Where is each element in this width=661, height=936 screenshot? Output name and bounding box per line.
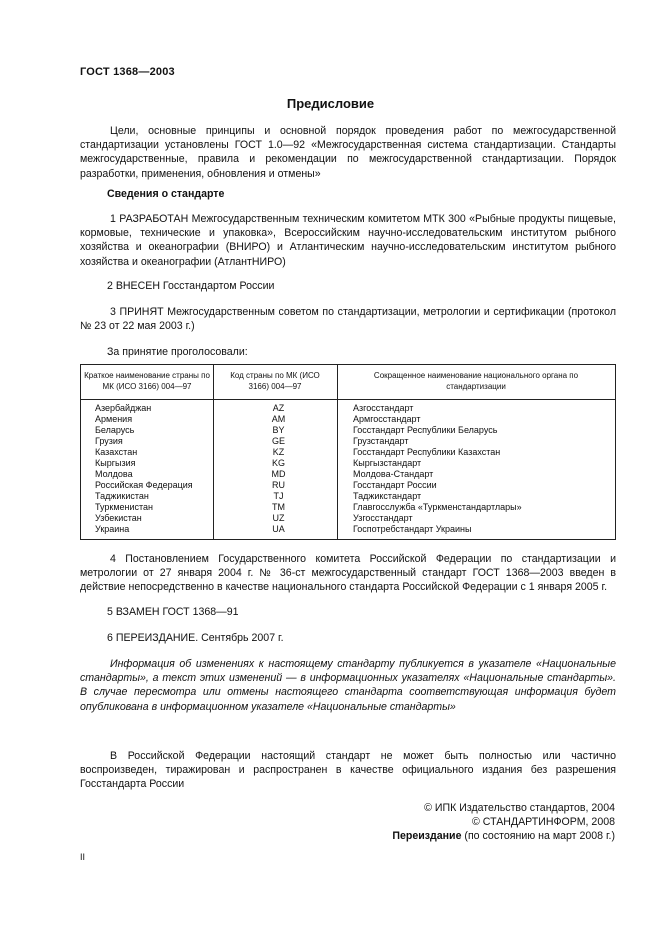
item-introduced: 2 ВНЕСЕН Госстандартом России	[107, 280, 275, 292]
item-decree: 4 Постановлением Государственного комитета Российской Федерации по стандартизации и метрологии от 27 января 2004 г. № 36-ст межгосударственный стандарт ГОСТ 1368—2003 введен в действие непосредственно в качестве национального стандарта Российской Федерации с 1 января 2005 г.	[80, 553, 616, 594]
legal-notice: В Российской Федерации настоящий стандарт не может быть полностью или частично воспроизведен, тиражирован и распространен в качестве официального издания без разрешения Госстандарта России	[80, 750, 616, 791]
copyright-line: © ИПК Издательство стандартов, 2004	[424, 802, 615, 814]
table-row	[81, 502, 615, 513]
column-header-country: Краткое наименование страны по МК (ИСО 3166) 004—97	[84, 371, 210, 391]
item-reissue: 6 ПЕРЕИЗДАНИЕ. Сентябрь 2007 г.	[107, 632, 284, 644]
code-cell: KZ	[272, 447, 285, 457]
country-cell: Таджикистан	[95, 491, 149, 501]
table-row	[81, 524, 615, 535]
item-replaces: 5 ВЗАМЕН ГОСТ 1368—91	[107, 606, 239, 618]
table-body	[81, 403, 615, 535]
reissue-label: Переиздание	[392, 830, 462, 842]
country-cell: Туркменистан	[95, 502, 154, 512]
page-number: II	[80, 852, 86, 862]
agency-cell: Госстандарт России	[353, 480, 437, 490]
country-cell: Кыргызия	[95, 458, 136, 468]
code-cell: RU	[272, 480, 285, 490]
agency-cell: Грузстандарт	[353, 436, 409, 446]
item-developed: 1 РАЗРАБОТАН Межгосударственным техническим комитетом МТК 300 «Рыбные продукты пищевые, кормовые, технические и упаковка», Всероссийским научно-исследовательским институтом рыбного хозяйства и океанографии (ВНИРО) и Атлантическим научно-исследовательским институтом рыбного хозяйства и океанографии (АтлантНИРО)	[80, 213, 616, 268]
voted-label: За принятие проголосовали:	[107, 346, 248, 358]
item-adopted: 3 ПРИНЯТ Межгосударственным советом по стандартизации, метрологии и сертификации (протокол № 23 от 22 мая 2003 г.)	[80, 306, 616, 333]
country-cell: Украина	[95, 524, 130, 534]
agency-cell: Узгосстандарт	[353, 513, 413, 523]
reissue-line	[392, 829, 615, 843]
table-row	[81, 513, 615, 524]
column-header-agency: Сокращенное наименование национального органа по стандартизации	[373, 371, 579, 391]
agency-cell: Таджикстандарт	[353, 491, 422, 501]
table-row	[81, 403, 615, 414]
intro-paragraph: Цели, основные принципы и основной порядок проведения работ по межгосударственной стандартизации установлены ГОСТ 1.0—92 «Межгосударственная система стандартизации. Стандарты межгосударственные, правила и рекомендации по межгосударственной стандартизации. Порядок разработки, применения, обновления и отмены»	[80, 125, 616, 180]
code-cell: AM	[271, 414, 286, 424]
agency-cell: Госстандарт Республики Беларусь	[353, 425, 498, 435]
code-cell: BY	[272, 425, 285, 435]
country-cell: Грузия	[95, 436, 123, 446]
code-cell: UA	[272, 524, 285, 534]
reissue-date: (по состоянию на март 2008 г.)	[461, 830, 615, 842]
code-cell: KG	[271, 458, 285, 468]
country-cell: Казахстан	[95, 447, 138, 457]
country-cell: Узбекистан	[95, 513, 142, 523]
standard-code: ГОСТ 1368—2003	[80, 66, 175, 78]
agency-cell: Кыргызстандарт	[353, 458, 422, 468]
agency-cell: Армгосстандарт	[353, 414, 421, 424]
column-header-code: Код страны по МК (ИСО 3166) 004—97	[230, 371, 320, 391]
code-cell: MD	[271, 469, 286, 479]
section-heading: Сведения о стандарте	[107, 188, 225, 200]
agency-cell: Азгосстандарт	[353, 403, 414, 413]
voting-table	[80, 364, 616, 540]
country-cell: Азербайджан	[95, 403, 152, 413]
country-cell: Молдова	[95, 469, 133, 479]
page-title: Предисловие	[286, 96, 375, 111]
table-row	[81, 414, 615, 425]
table-row	[81, 458, 615, 469]
table-row	[81, 469, 615, 480]
code-cell: TJ	[273, 491, 284, 501]
table-row	[81, 491, 615, 502]
table-row	[81, 436, 615, 447]
code-cell: AZ	[272, 403, 285, 413]
agency-cell: Госпотребстандарт Украины	[353, 524, 472, 534]
table-row	[81, 425, 615, 436]
code-cell: GE	[271, 436, 285, 446]
country-cell: Беларусь	[95, 425, 135, 435]
copyright-line: © СТАНДАРТИНФОРМ, 2008	[472, 816, 615, 828]
agency-cell: Госстандарт Республики Казахстан	[353, 447, 501, 457]
agency-cell: Молдова-Стандарт	[353, 469, 434, 479]
country-cell: Российская Федерация	[95, 480, 193, 490]
code-cell: TM	[272, 502, 285, 512]
header-divider	[81, 399, 615, 400]
changes-notice: Информация об изменениях к настоящему стандарту публикуется в указателе «Национальные стандарты», а текст этих изменений — в информационных указателях «Национальные стандарты». В случае пересмотра или отмены настоящего стандарта соответствующая информация будет опубликована в информационном указателе «Национальные стандарты»	[80, 658, 616, 713]
code-cell: UZ	[272, 513, 285, 523]
table-row	[81, 447, 615, 458]
table-row	[81, 480, 615, 491]
country-cell: Армения	[95, 414, 133, 424]
agency-cell: Главгосслужба «Туркменстандартлары»	[353, 502, 522, 512]
